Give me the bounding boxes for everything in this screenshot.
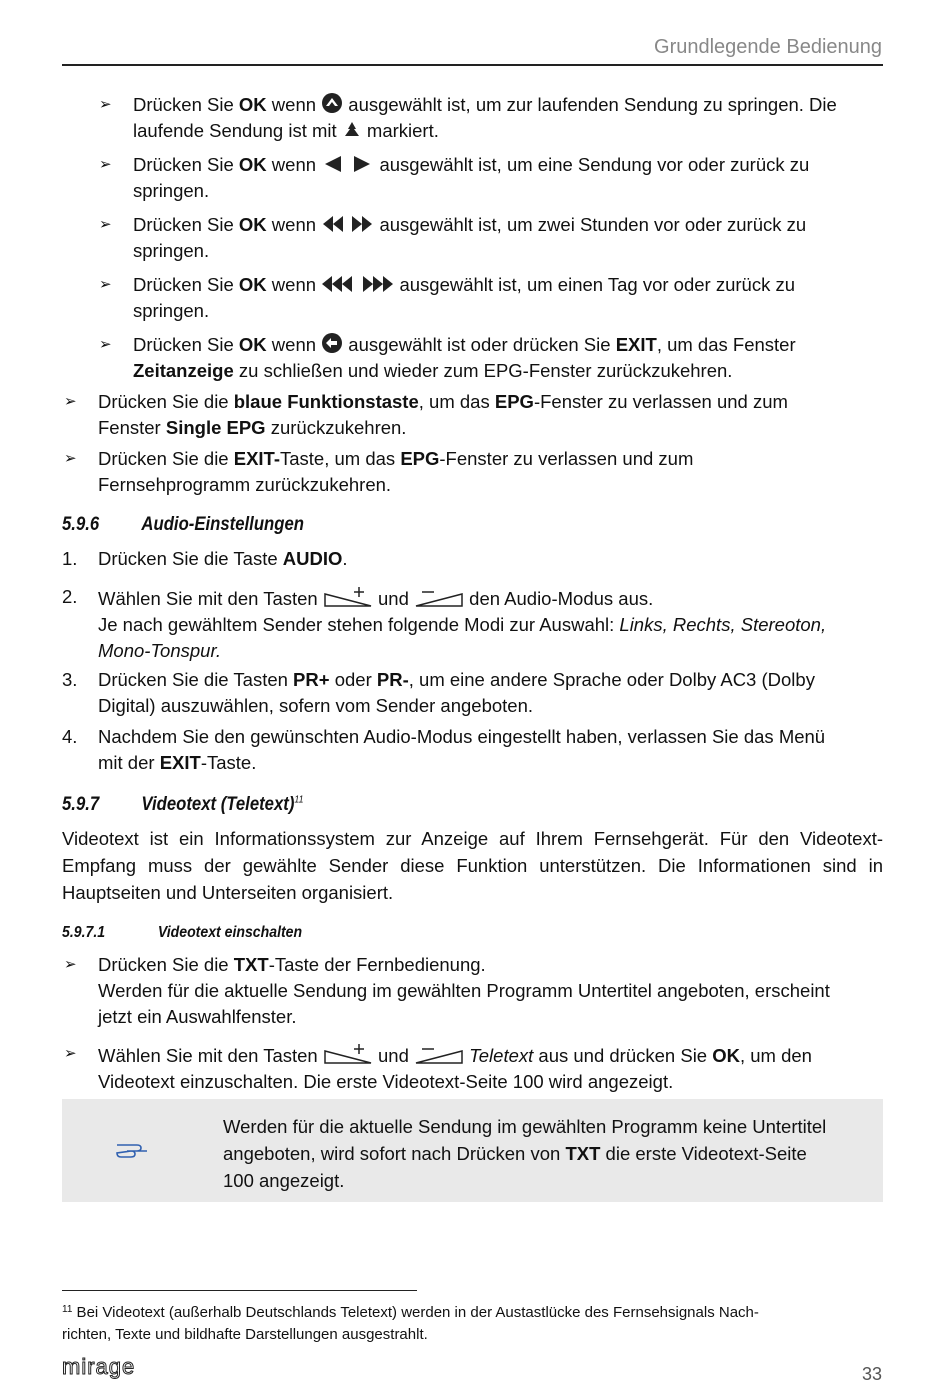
bullet-select-teletext: ➢ Wählen Sie mit den Tasten und Teletext aus und drücken Sie OK, um den Videotext einzuschalten. Die erste Videotext-Seite 100 wird angezeigt. [98,1041,888,1095]
note-box [62,1099,883,1202]
bullet-exit-key: ➢ Drücken Sie die EXIT-Taste, um das EPG-Fenster zu verlassen und zum Fernsehprogramm zurückzukehren. [64,448,694,495]
back-circle-icon [321,332,343,354]
note-text: Werden für die aktuelle Sendung im gewählten Programm keine Untertitel angeboten, wird sofort nach Drücken von TXT die erste Videotext-Seite 100 angezeigt. [223,1116,827,1191]
volume-up-key-icon [323,584,373,608]
svg-text:mirage: mirage [62,1356,136,1379]
double-arrow-right-icon [350,214,374,234]
audio-step-3: 3. Drücken Sie die Tasten PR+ oder PR-, um eine andere Sprache oder Dolby AC3 (Dolby Digital) auszuwählen, sofern vom Sender angeboten. [62,669,815,716]
audio-step-1: 1. Drücken Sie die Taste AUDIO. [62,548,348,569]
jump-to-current-icon [321,92,343,114]
audio-step-2: 2. Wählen Sie mit den Tasten und den Audio-Modus aus. Je nach gewähltem Sender stehen folgende Modi zur Auswahl: Links, Rechts, Stereoton, Mono-Tonspur. [62,586,827,661]
bullet-blue-key: ➢ Drücken Sie die blaue Funktionstaste, um das EPG-Fenster zu verlassen und zum Fenster Single EPG zurückzukehren. [64,391,788,438]
header-rule [62,64,883,66]
volume-down-key-icon [414,584,464,608]
videotext-paragraph: Videotext ist ein Informationssystem zur Anzeige auf Ihrem Fernsehgerät. Für den Videotext-Empfang muss der gewählte Sender diese Funktion unterstützen. Die Informationen sind in Hauptseiten und Unterseiten organisiert. [62,828,883,903]
header-title: Grundlegende Bedienung [654,36,882,58]
bullet-txt-key: ➢ Drücken Sie die TXT-Taste der Fernbedienung. Werden für die aktuelle Sendung im gewählten Programm Untertitel angeboten, erscheint jetzt ein Auswahlfenster. [64,954,830,1027]
volume-down-key-icon [414,1041,464,1065]
sub-bullet-5: ➢ Drücken Sie OK wenn ausgewählt ist oder drücken Sie EXIT, um das Fenster Zeitanzeige zu schließen und wieder zum EPG-Fenster zurückzukehren. [99,334,796,381]
sub-bullet-4: ➢ Drücken Sie OK wenn ausgewählt ist, um einen Tag vor oder zurück zu springen. [99,274,796,321]
sub-bullet-1: ➢ Drücken Sie OK wenn ausgewählt ist, um zur laufenden Sendung zu springen. Die laufende Sendung ist mit markiert. [99,94,837,141]
triple-arrow-right-icon [360,274,394,294]
bullet-marker: ➢ [99,96,112,113]
mirage-logo [62,1356,152,1380]
footnote-ref: 11 [294,794,304,806]
sub-bullet-3: ➢ Drücken Sie OK wenn ausgewählt ist, um zwei Stunden vor oder zurück zu springen. [99,214,807,261]
triple-arrow-left-icon [321,274,355,294]
page-number: 33 [861,1364,882,1384]
arrow-left-icon [321,154,345,174]
brand-logo [62,1356,152,1385]
section-heading-596: 5.9.6 Audio-Einstellungen [62,514,304,535]
section-heading-597: 5.9.7 Videotext (Teletext)$^{11}$ [62,794,304,815]
current-marker-icon [342,120,362,140]
volume-up-key-icon [323,1041,373,1065]
sub-bullet-2: ➢ Drücken Sie OK wenn ausgewählt ist, um eine Sendung vor oder zurück zu springen. [99,154,810,201]
double-arrow-left-icon [321,214,345,234]
section-heading-5971: 5.9.7.1 Videotext einschalten [62,924,303,941]
pointing-hand-icon [115,1139,149,1161]
audio-step-4: 4. Nachdem Sie den gewünschten Audio-Modus eingestellt haben, verlassen Sie das Menü mit der EXIT-Taste. [62,726,826,773]
footnote: $^{11}$ Bei Videotext (außerhalb Deutschlands Teletext) werden in der Austastlücke des Fernsehsignals Nach- richten, Texte und bildhafte Darstellungen ausgestrahlt. [62,1304,759,1343]
footnote-rule [62,1290,417,1291]
arrow-right-icon [350,154,374,174]
